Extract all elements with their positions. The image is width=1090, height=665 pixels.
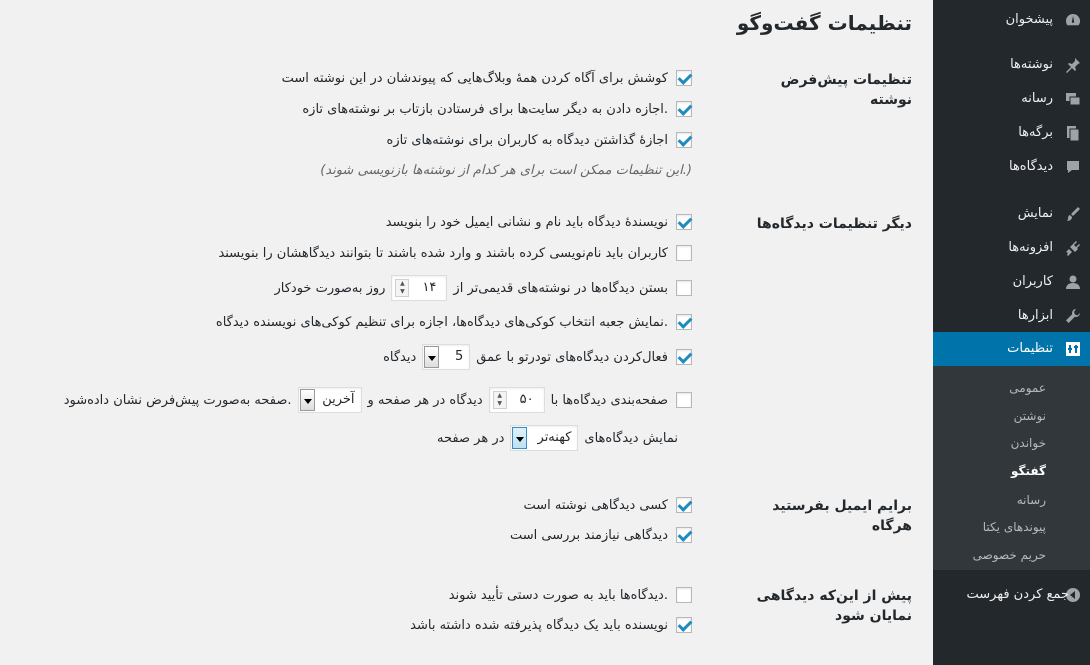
menu-users-label: کاربران bbox=[1012, 274, 1053, 289]
settings-submenu bbox=[933, 366, 1090, 570]
comment-order-prefix: نمایش دیدگاه‌های bbox=[584, 430, 678, 446]
submenu-reading[interactable]: خواندن bbox=[1010, 436, 1046, 450]
menu-media[interactable] bbox=[933, 82, 1090, 116]
menu-dashboard-label: پیشخوان bbox=[1005, 12, 1053, 27]
registration-checkbox[interactable] bbox=[676, 245, 692, 261]
submenu-media[interactable]: رسانه bbox=[1016, 493, 1046, 507]
option-moderation-notify bbox=[510, 524, 692, 546]
option-page-comments bbox=[64, 389, 692, 411]
submenu-permalinks[interactable]: پیوندهای یکتا bbox=[982, 520, 1046, 534]
require-name-email-label: نویسندهٔ دیدگاه باید نام و نشانی ایمیل خود را بنویسد bbox=[385, 214, 668, 230]
section-before-appears: پیش از این‌که دیدگاهی نمایان شود bbox=[756, 588, 912, 624]
plugins-icon bbox=[1064, 239, 1082, 257]
menu-dashboard[interactable] bbox=[933, 3, 1090, 37]
option-comment-previously-approved bbox=[410, 614, 692, 636]
appearance-icon bbox=[1064, 205, 1082, 223]
page-comments-suffix: صفحه به‌صورت پیش‌فرض نشان داده‌شود. bbox=[63, 392, 292, 408]
menu-appearance[interactable] bbox=[933, 197, 1090, 231]
comment-previously-approved-label: نویسنده باید یک دیدگاه پذیرفته شده داشته باشد bbox=[410, 617, 668, 633]
close-comments-suffix: روز به‌صورت خودکار bbox=[274, 280, 386, 296]
comments-per-page-input[interactable]: ۵۰ ▲ ▼ bbox=[489, 387, 545, 413]
thread-comments-suffix: دیدگاه bbox=[383, 349, 417, 365]
menu-tools-label: ابزارها bbox=[1017, 308, 1053, 323]
menu-plugins-label: افزونه‌ها bbox=[1008, 240, 1053, 255]
default-pingback-checkbox[interactable] bbox=[676, 70, 692, 86]
close-comments-checkbox[interactable] bbox=[676, 280, 692, 296]
option-default-pings bbox=[302, 98, 692, 120]
option-comments-notify bbox=[524, 494, 692, 516]
option-cookies-optin bbox=[216, 311, 692, 333]
default-pings-checkbox[interactable] bbox=[676, 101, 692, 117]
admin-sidebar bbox=[933, 0, 1090, 665]
chevron-down-icon bbox=[300, 389, 315, 411]
menu-posts-label: نوشته‌ها bbox=[1010, 57, 1053, 72]
menu-settings[interactable] bbox=[933, 332, 1090, 366]
submenu-general[interactable]: عمومی bbox=[1009, 381, 1046, 395]
section-other-comment: دیگر تنظیمات دیدگاه‌ها bbox=[756, 216, 912, 232]
menu-appearance-label: نمایش bbox=[1017, 206, 1053, 221]
tools-icon bbox=[1064, 307, 1082, 325]
require-name-email-checkbox[interactable] bbox=[676, 214, 692, 230]
spinner-icon[interactable]: ▲ ▼ bbox=[395, 279, 409, 297]
comment-order-select[interactable]: کهنه‌تر bbox=[510, 425, 578, 451]
default-comments-checkbox[interactable] bbox=[676, 132, 692, 148]
menu-users[interactable] bbox=[933, 265, 1090, 299]
thread-depth-select[interactable]: 5 bbox=[422, 344, 470, 370]
comment-moderation-checkbox[interactable] bbox=[676, 587, 692, 603]
default-comments-label: اجازهٔ گذاشتن دیدگاه به کاربران برای نوشته‌های تازه bbox=[386, 132, 668, 148]
default-article-note: (این تنظیمات ممکن است برای هر کدام از نوشته‌ها بازنویسی شوند.) bbox=[320, 163, 692, 178]
section-default-article: تنظیمات پیش‌فرض نوشته bbox=[780, 72, 912, 108]
option-close-comments bbox=[274, 277, 692, 299]
submenu-writing[interactable]: نوشتن bbox=[1013, 409, 1046, 423]
submenu-discussion[interactable]: گفتگو bbox=[1010, 464, 1046, 478]
settings-icon bbox=[1064, 340, 1082, 358]
moderation-notify-checkbox[interactable] bbox=[676, 527, 692, 543]
chevron-down-icon bbox=[424, 346, 439, 368]
thread-comments-checkbox[interactable] bbox=[676, 349, 692, 365]
pin-icon bbox=[1064, 56, 1082, 74]
comments-notify-label: کسی دیدگاهی نوشته است bbox=[523, 497, 668, 513]
cookies-optin-label: نمایش جعبه انتخاب کوکی‌های دیدگاه‌ها، اجازه برای تنظیم کوکی‌های نویسنده دیدگاه. bbox=[215, 314, 668, 330]
users-icon bbox=[1064, 273, 1082, 291]
collapse-menu-button[interactable] bbox=[933, 578, 1090, 612]
menu-pages[interactable] bbox=[933, 116, 1090, 150]
comment-order-suffix: در هر صفحه bbox=[437, 430, 505, 446]
submenu-privacy[interactable]: حریم خصوصی bbox=[972, 548, 1046, 562]
menu-comments[interactable] bbox=[933, 150, 1090, 184]
comment-moderation-label: دیدگاه‌ها باید به صورت دستی تأیید شوند. bbox=[448, 587, 668, 603]
comments-icon bbox=[1064, 158, 1082, 176]
option-comment-order bbox=[437, 427, 678, 449]
menu-plugins[interactable] bbox=[933, 231, 1090, 265]
spinner-icon[interactable]: ▲ ▼ bbox=[493, 391, 507, 409]
dashboard-icon bbox=[1064, 11, 1082, 29]
comment-previously-approved-checkbox[interactable] bbox=[676, 617, 692, 633]
option-default-comments bbox=[387, 129, 692, 151]
option-default-pingback bbox=[282, 67, 692, 89]
menu-tools[interactable] bbox=[933, 299, 1090, 333]
collapse-menu-label: جمع کردن فهرست bbox=[966, 587, 1069, 602]
pages-icon bbox=[1064, 124, 1082, 142]
default-pings-label: اجازه دادن به دیگر سایت‌ها برای فرستادن بازتاب بر نوشته‌های تازه. bbox=[302, 101, 668, 117]
menu-posts[interactable] bbox=[933, 48, 1090, 82]
option-thread-comments bbox=[383, 346, 692, 368]
menu-settings-label: تنظیمات bbox=[1007, 341, 1053, 356]
section-email-me: برایم ایمیل بفرستید هرگاه bbox=[772, 498, 912, 534]
menu-comments-label: دیدگاه‌ها bbox=[1008, 159, 1053, 174]
cookies-optin-checkbox[interactable] bbox=[676, 314, 692, 330]
media-icon bbox=[1064, 90, 1082, 108]
default-comments-page-select[interactable]: آخرین bbox=[298, 387, 362, 413]
thread-comments-prefix: فعال‌کردن دیدگاه‌های تودرتو با عمق bbox=[476, 349, 668, 365]
registration-label: کاربران باید نام‌نویسی کرده باشند و وارد شده باشند تا بتوانند دیدگاهشان را بنویسند bbox=[218, 245, 668, 261]
menu-media-label: رسانه bbox=[1021, 91, 1053, 106]
option-registration bbox=[218, 242, 692, 264]
page-comments-checkbox[interactable] bbox=[676, 392, 692, 408]
close-comments-prefix: بستن دیدگاه‌ها در نوشته‌های قدیمی‌تر از bbox=[453, 280, 668, 296]
option-require-name-email bbox=[386, 211, 692, 233]
option-comment-moderation bbox=[449, 584, 692, 606]
menu-pages-label: برگه‌ها bbox=[1018, 125, 1053, 140]
chevron-down-icon bbox=[512, 427, 527, 449]
close-comments-days-input[interactable]: ۱۴ ▲ ▼ bbox=[391, 275, 447, 301]
default-pingback-label: کوشش برای آگاه کردن همهٔ وبلاگ‌هایی که پیوندشان در این نوشته است bbox=[281, 70, 668, 86]
comments-notify-checkbox[interactable] bbox=[676, 497, 692, 513]
page-title: تنظیمات گفت‌وگو bbox=[736, 11, 912, 35]
moderation-notify-label: دیدگاهی نیازمند بررسی است bbox=[509, 527, 668, 543]
page-comments-prefix: صفحه‌بندی دیدگاه‌ها با bbox=[550, 392, 668, 408]
page-comments-mid: دیدگاه در هر صفحه و bbox=[367, 392, 483, 408]
